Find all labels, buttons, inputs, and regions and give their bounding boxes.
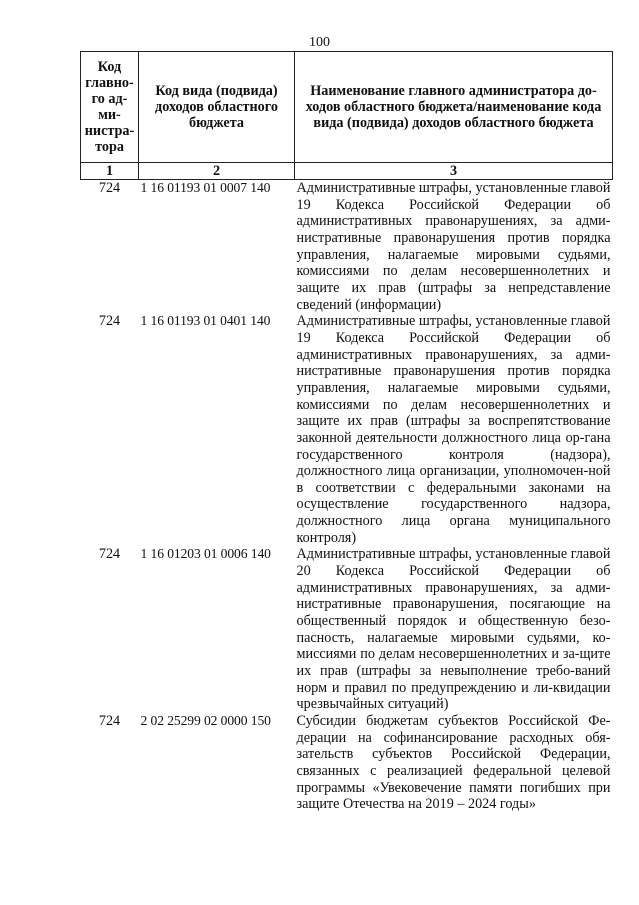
header-income-code: Код вида (подвида) доходов областного бюджета — [139, 52, 295, 163]
description-cell: Административные штрафы, установленные главой 19 Кодекса Российской Федерации об административных правонарушениях, за адми-нистративные правонарушения против порядка управления, налагаемые мировыми судьями, комиссиями по делам несовершеннолетних и защите их прав (штрафы за воспрепятствование законной деятельности должностного лица ор-гана государственного контроля (надзора), должностного лица организации, уполномочен-ной в соответствии с федеральными законами на осуществление государственного надзора, должностного лица органа муниципального контроля) — [296, 313, 611, 546]
table-row — [81, 713, 613, 813]
column-number: 3 — [295, 163, 613, 180]
income-code-cell: 2 02 25299 02 0000 150 — [140, 713, 271, 728]
table-body — [81, 180, 613, 813]
page-number: 100 — [309, 35, 330, 50]
table-row — [81, 546, 613, 713]
column-number: 2 — [139, 163, 295, 180]
header-admin-code: Код главно-го ад-ми-нистра-тора — [81, 52, 139, 163]
admin-code-cell: 724 — [98, 546, 121, 563]
admin-code-cell: 724 — [98, 180, 121, 196]
table-row — [81, 180, 613, 314]
budget-income-table — [80, 51, 613, 813]
description-cell: Административные штрафы, установленные главой 20 Кодекса Российской Федерации об административных правонарушениях, за адми-нистративные правонарушения, посягающие на общественный порядок и общественную безо-пасность, налагаемые мировыми судьями, ко-миссиями по делам несовершеннолетних и за-щите их прав (штрафы за невыполнение требо-ваний норм и правил по предупреждению и ли-квидации чрезвычайных ситуаций) — [296, 546, 611, 713]
header-name: Наименование главного администратора до-ходов областного бюджета/наименование кода вида (подвида) доходов областного бюджета — [295, 52, 613, 163]
income-code-cell: 1 16 01203 01 0006 140 — [140, 546, 271, 562]
description-cell: Субсидии бюджетам субъектов Российской Фе-дерации на софинансирование расходных обя-зательств субъектов Российской Федерации, связанных с реализацией федеральной целевой программы «Увековечение памяти погибших при защите Отечества на 2019 – 2024 годы» — [296, 713, 611, 813]
table-row — [81, 313, 613, 546]
admin-code-cell: 724 — [98, 713, 121, 729]
admin-code-cell: 724 — [98, 313, 121, 330]
income-code-cell: 1 16 01193 01 0007 140 — [140, 180, 271, 195]
description-cell: Административные штрафы, установленные главой 19 Кодекса Российской Федерации об административных правонарушениях, за адми-нистративные правонарушения против порядка управления, налагаемые мировыми судьями, комиссиями по делам несовершеннолетних и защите их прав (штрафы за непредставление сведений (информации) — [296, 180, 611, 313]
income-code-cell: 1 16 01193 01 0401 140 — [140, 313, 271, 329]
column-number-row — [81, 163, 613, 180]
column-number: 1 — [81, 163, 139, 180]
table-header-row — [81, 52, 613, 163]
